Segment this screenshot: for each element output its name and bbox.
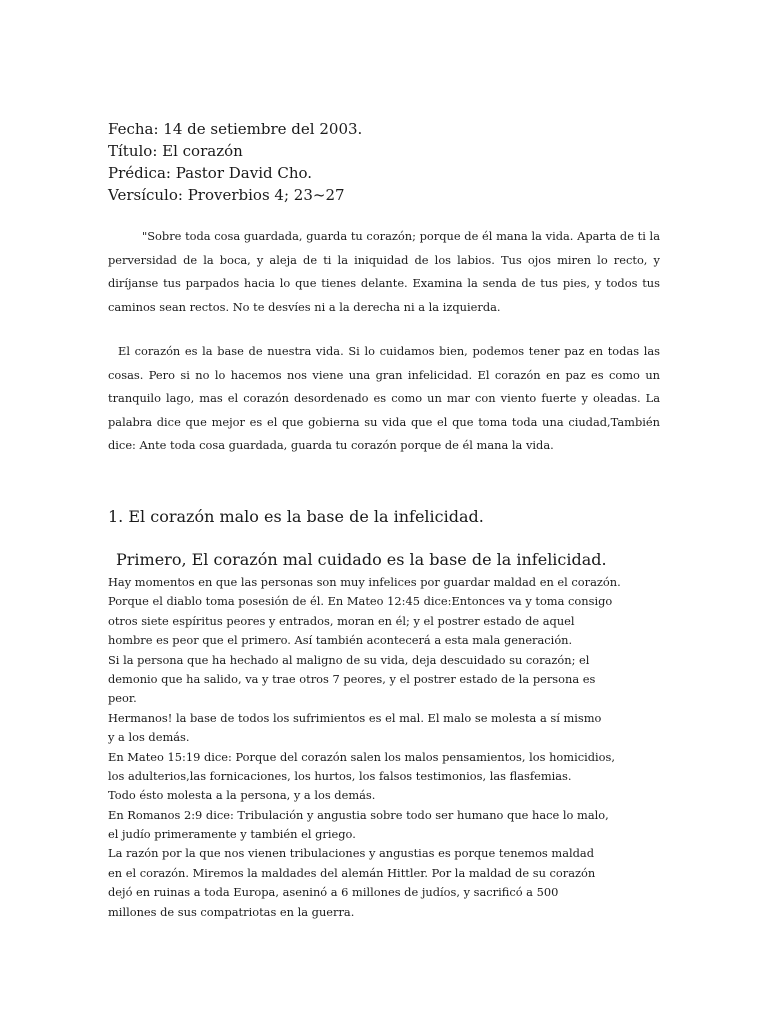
body-line: millones de sus compatriotas en la guerra. bbox=[108, 904, 355, 919]
body-line: y a los demás. bbox=[108, 730, 190, 745]
body-line: dejó en ruinas a toda Europa, aseninó a 6 millones de judíos, y sacrificó a 500 bbox=[108, 885, 559, 900]
intro-quote-paragraph: "Sobre toda cosa guardada, guarda tu corazón; porque de él mana la vida. Aparta de ti la perversidad de la boca, y aleja de ti la iniquidad de los labios. Tus ojos miren lo recto, y diríjanse tus parpados hacia lo que tienes delante. Examina la senda de tus pies, y todos tus caminos sean rectos. No te desvíes ni a la derecha ni a la izquierda. bbox=[108, 229, 660, 314]
section-1-heading: 1. El corazón malo es la base de la infelicidad. bbox=[108, 507, 484, 526]
body-line: otros siete espíritus peores y entrados, moran en él; y el postrer estado de aquel bbox=[108, 613, 575, 628]
body-line: hombre es peor que el primero. Así también acontecerá a esta mala generación. bbox=[108, 633, 573, 648]
body-line: Hermanos! la base de todos los sufrimientos es el mal. El malo se molesta a sí mismo bbox=[108, 710, 602, 725]
body-line: los adulterios,las fornicaciones, los hurtos, los falsos testimonios, las flasfemias. bbox=[108, 768, 572, 783]
body-line: Todo ésto molesta a la persona, y a los demás. bbox=[108, 788, 376, 803]
verse-line: Versículo: Proverbios 4; 23~27 bbox=[108, 186, 345, 204]
date-line: Fecha: 14 de setiembre del 2003. bbox=[108, 120, 363, 138]
body-line: En Mateo 15:19 dice: Porque del corazón salen los malos pensamientos, los homicidios, bbox=[108, 749, 615, 764]
body-line: En Romanos 2:9 dice: Tribulación y angustia sobre todo ser humano que hace lo malo, bbox=[108, 807, 609, 822]
subsection-1-heading: Primero, El corazón mal cuidado es la base de la infelicidad. bbox=[116, 550, 607, 569]
body-line: Si la persona que ha hechado al maligno de su vida, deja descuidado su corazón; el bbox=[108, 652, 590, 667]
body-line: La razón por la que nos vienen tribulaciones y angustias es porque tenemos maldad bbox=[108, 846, 595, 861]
body-line: Hay momentos en que las personas son muy infelices por guardar maldad en el corazón. bbox=[108, 575, 621, 589]
section-1-body bbox=[108, 573, 660, 922]
preacher-line: Prédica: Pastor David Cho. bbox=[108, 164, 313, 182]
body-line: el judío primeramente y también el griego. bbox=[108, 827, 356, 842]
sermon-header bbox=[108, 118, 362, 206]
body-line: en el corazón. Miremos la maldades del alemán Hittler. Por la maldad de su corazón bbox=[108, 865, 596, 880]
intro-paragraph: El corazón es la base de nuestra vida. Si lo cuidamos bien, podemos tener paz en todas las cosas. Pero si no lo hacemos nos viene una gran infelicidad. El corazón en paz es como un tranquilo lago, mas el corazón desordenado es como un mar con viento fuerte y oleadas. La palabra dice que mejor es el que gobierna su vida que el que toma toda una ciudad,También dice: Ante toda cosa guardada, guarda tu corazón porque de él mana la vida. bbox=[108, 344, 660, 453]
title-line: Título: El corazón bbox=[108, 142, 243, 160]
body-line: Porque el diablo toma posesión de él. En Mateo 12:45 dice:Entonces va y toma consigo bbox=[108, 594, 613, 609]
body-line: demonio que ha salido, va y trae otros 7 peores, y el postrer estado de la persona es bbox=[108, 671, 596, 686]
body-line: peor. bbox=[108, 691, 137, 706]
